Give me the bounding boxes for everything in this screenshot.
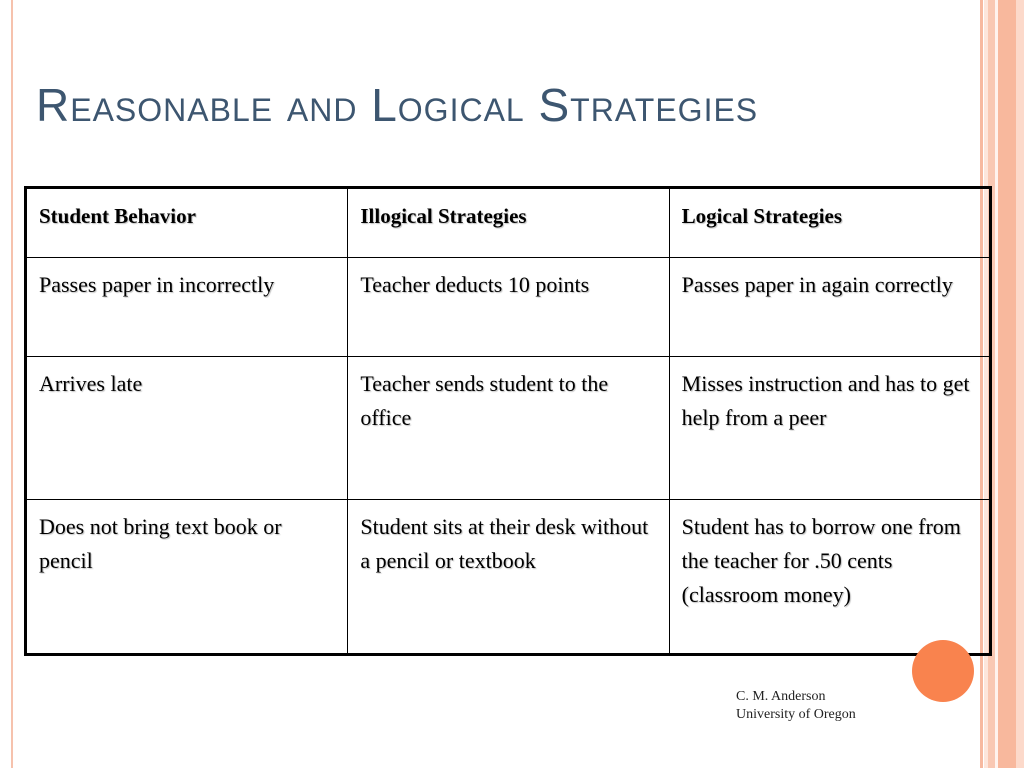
orange-circle-decoration	[912, 640, 974, 702]
illogical-cell: Student sits at their desk without a pencil or textbook	[348, 500, 669, 655]
illogical-cell: Teacher deducts 10 points	[348, 258, 669, 357]
left-border-line	[11, 0, 13, 768]
logical-cell: Student has to borrow one from the teacher for .50 cents (classroom money)	[669, 500, 990, 655]
table-header-row	[26, 188, 991, 258]
behavior-cell: Passes paper in incorrectly	[26, 258, 348, 357]
illogical-cell: Teacher sends student to the office	[348, 357, 669, 500]
table-row	[26, 500, 991, 655]
header-student-behavior: Student Behavior	[26, 188, 348, 258]
behavior-cell: Does not bring text book or pencil	[26, 500, 348, 655]
credit-block	[736, 688, 856, 724]
credit-institution: University of Oregon	[736, 707, 856, 722]
slide-title: Reasonable and Logical Strategies	[36, 79, 759, 131]
header-logical-strategies: Logical Strategies	[669, 188, 990, 258]
logical-cell: Passes paper in again correctly	[669, 258, 990, 357]
table-row	[26, 357, 991, 500]
right-decor-stripe	[1016, 0, 1024, 768]
strategies-table	[24, 186, 992, 656]
right-decor-stripe	[998, 0, 1016, 768]
table-row	[26, 258, 991, 357]
behavior-cell: Arrives late	[26, 357, 348, 500]
header-illogical-strategies: Illogical Strategies	[348, 188, 669, 258]
logical-cell: Misses instruction and has to get help from a peer	[669, 357, 990, 500]
credit-author: C. M. Anderson	[736, 689, 826, 704]
